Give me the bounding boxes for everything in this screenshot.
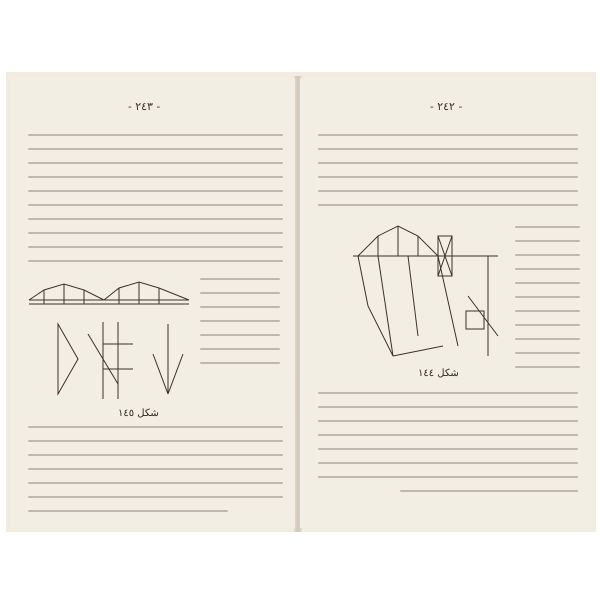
text-line [515,310,580,312]
text-line [28,246,283,248]
text-line [515,240,580,242]
text-line [28,426,283,428]
text-line [318,162,578,164]
truss-diagram-right [348,216,508,366]
text-line [515,268,580,270]
text-line [318,406,578,408]
text-line [515,254,580,256]
text-line [28,260,283,262]
right-page [300,78,592,528]
text-line [515,282,580,284]
text-line [318,434,578,436]
text-line [515,324,580,326]
text-line [318,448,578,450]
figure-caption-left: شکل ١٤٥ [118,408,159,419]
text-line [28,204,283,206]
text-line [28,218,283,220]
text-line [28,510,228,512]
text-line [200,306,280,308]
text-line [28,482,283,484]
figure-caption-right: شکل ١٤٤ [418,368,459,379]
text-line [200,278,280,280]
truss-diagram-left-top [24,270,194,310]
text-line [200,348,280,350]
text-line [318,176,578,178]
text-line [28,176,283,178]
text-line [28,134,283,136]
text-line [515,366,580,368]
text-line [28,454,283,456]
text-line [28,148,283,150]
right-page-number: - ٢٤٢ - [430,100,463,113]
text-line [515,296,580,298]
text-line [318,392,578,394]
text-line [515,352,580,354]
text-line [28,190,283,192]
left-page-number: - ٢٤٣ - [128,100,161,113]
text-line [318,420,578,422]
text-line [400,490,578,492]
text-line [318,190,578,192]
text-line [318,476,578,478]
text-line [515,338,580,340]
left-page [10,78,295,528]
text-line [318,204,578,206]
text-line [200,334,280,336]
text-line [515,226,580,228]
text-line [28,496,283,498]
text-line [318,462,578,464]
force-diagram-left [28,314,198,404]
text-line [318,134,578,136]
text-line [28,232,283,234]
text-line [28,440,283,442]
text-line [28,468,283,470]
text-line [200,292,280,294]
text-line [200,320,280,322]
text-line [200,362,280,364]
text-line [28,162,283,164]
text-line [318,148,578,150]
